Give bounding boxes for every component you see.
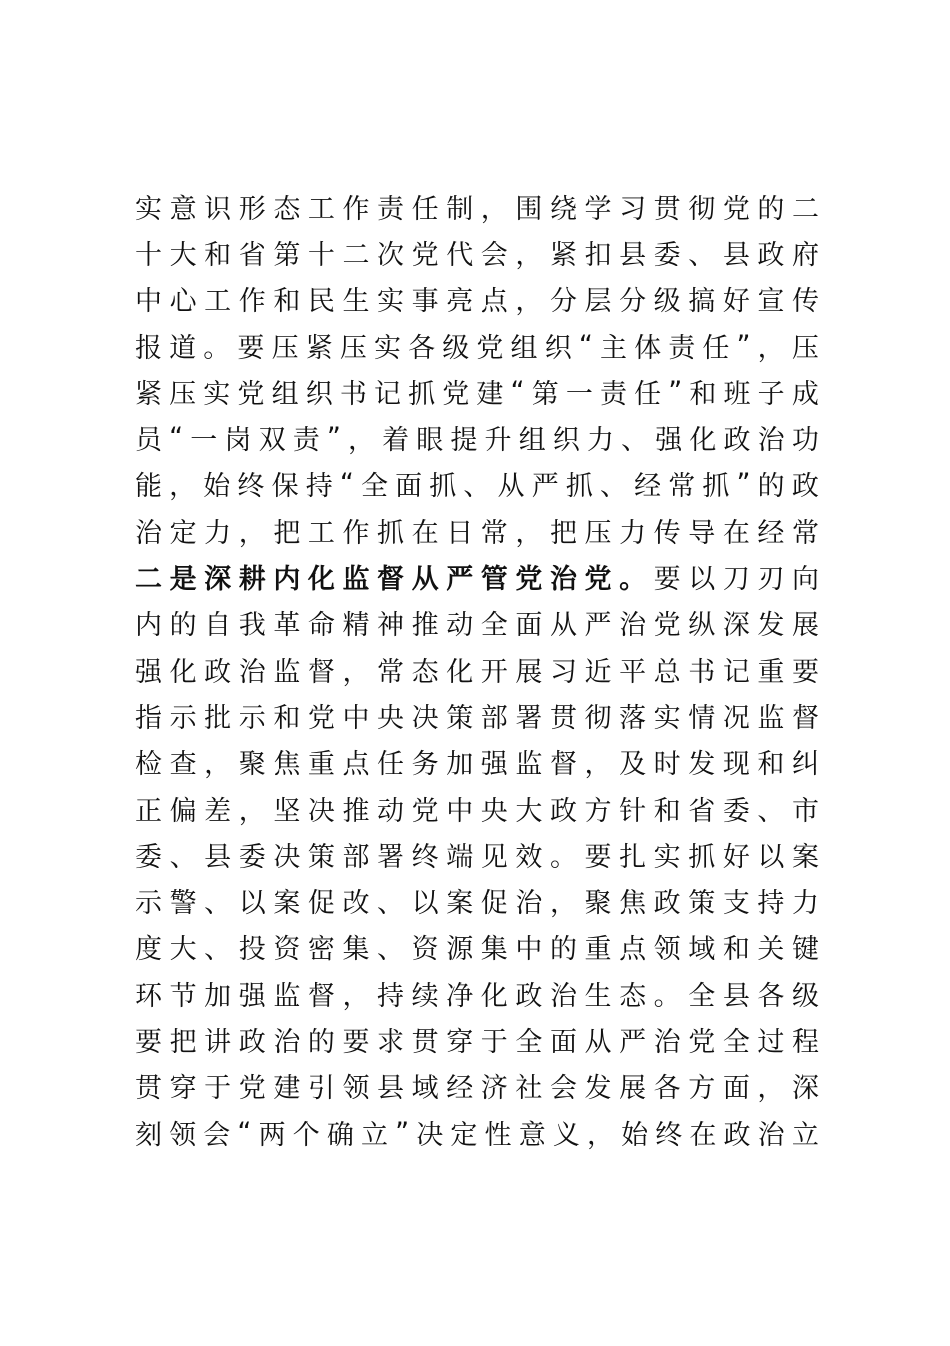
text-line: 实 意 识 形 态 工 作 责 任 制 ， 围 绕 学 习 贯 彻 党 的 二 [135, 193, 819, 225]
text-line: 十 大 和 省 第 十 二 次 党 代 会 ， 紧 扣 县 委 、 县 政 府 [135, 239, 819, 271]
text-line: 员 “ 一 岗 双 责 ” ， 着 眼 提 升 组 织 力 、 强 化 政 治 功 [135, 422, 819, 457]
text-line: 二 是 深 耕 内 化 监 督 从 严 管 党 治 党 。 要 以 刀 刃 向 [135, 564, 819, 596]
text-line: 环 节 加 强 监 督 ， 持 续 净 化 政 治 生 态 。 全 县 各 级 [135, 980, 819, 1012]
text-line: 能 ， 始 终 保 持 “ 全 面 抓 、 从 严 抓 、 经 常 抓 ” 的 政 [135, 468, 819, 503]
body-text [135, 183, 819, 1155]
text-line: 紧 压 实 党 组 织 书 记 抓 党 建 “ 第 一 责 任 ” 和 班 子 成 [135, 375, 819, 410]
text-line: 要 把 讲 政 治 的 要 求 贯 穿 于 全 面 从 严 治 党 全 过 程 [135, 1026, 819, 1058]
text-line: 度 大 、 投 资 密 集 、 资 源 集 中 的 重 点 领 域 和 关 键 [135, 934, 819, 966]
text-line: 报 道 。 要 压 紧 压 实 各 级 党 组 织 “ 主 体 责 任 ” ， 压 [135, 329, 819, 364]
text-line: 内 的 自 我 革 命 精 神 推 动 全 面 从 严 治 党 纵 深 发 展 [135, 610, 819, 642]
text-line: 刻 领 会 “ 两 个 确 立 ” 决 定 性 意 义 ， 始 终 在 政 治 立 [135, 1116, 819, 1151]
text-line: 检 查 ， 聚 焦 重 点 任 务 加 强 监 督 ， 及 时 发 现 和 纠 [135, 749, 819, 781]
text-line: 委 、 县 委 决 策 部 署 终 端 见 效 。 要 扎 实 抓 好 以 案 [135, 841, 819, 873]
text-line: 正 偏 差 ， 坚 决 推 动 党 中 央 大 政 方 针 和 省 委 、 市 [135, 795, 819, 827]
text-line: 强 化 政 治 监 督 ， 常 态 化 开 展 习 近 平 总 书 记 重 要 [135, 656, 819, 688]
text-line: 示 警 、 以 案 促 改 、 以 案 促 治 ， 聚 焦 政 策 支 持 力 [135, 888, 819, 920]
text-line: 指 示 批 示 和 党 中 央 决 策 部 署 贯 彻 落 实 情 况 监 督 [135, 702, 819, 734]
text-line: 中 心 工 作 和 民 生 实 事 亮 点 ， 分 层 分 级 搞 好 宣 传 [135, 286, 819, 318]
text-line: 贯 穿 于 党 建 引 领 县 域 经 济 社 会 发 展 各 方 面 ， 深 [135, 1073, 819, 1105]
text-line: 治 定 力 ， 把 工 作 抓 在 日 常 ， 把 压 力 传 导 在 经 常 [135, 517, 819, 549]
